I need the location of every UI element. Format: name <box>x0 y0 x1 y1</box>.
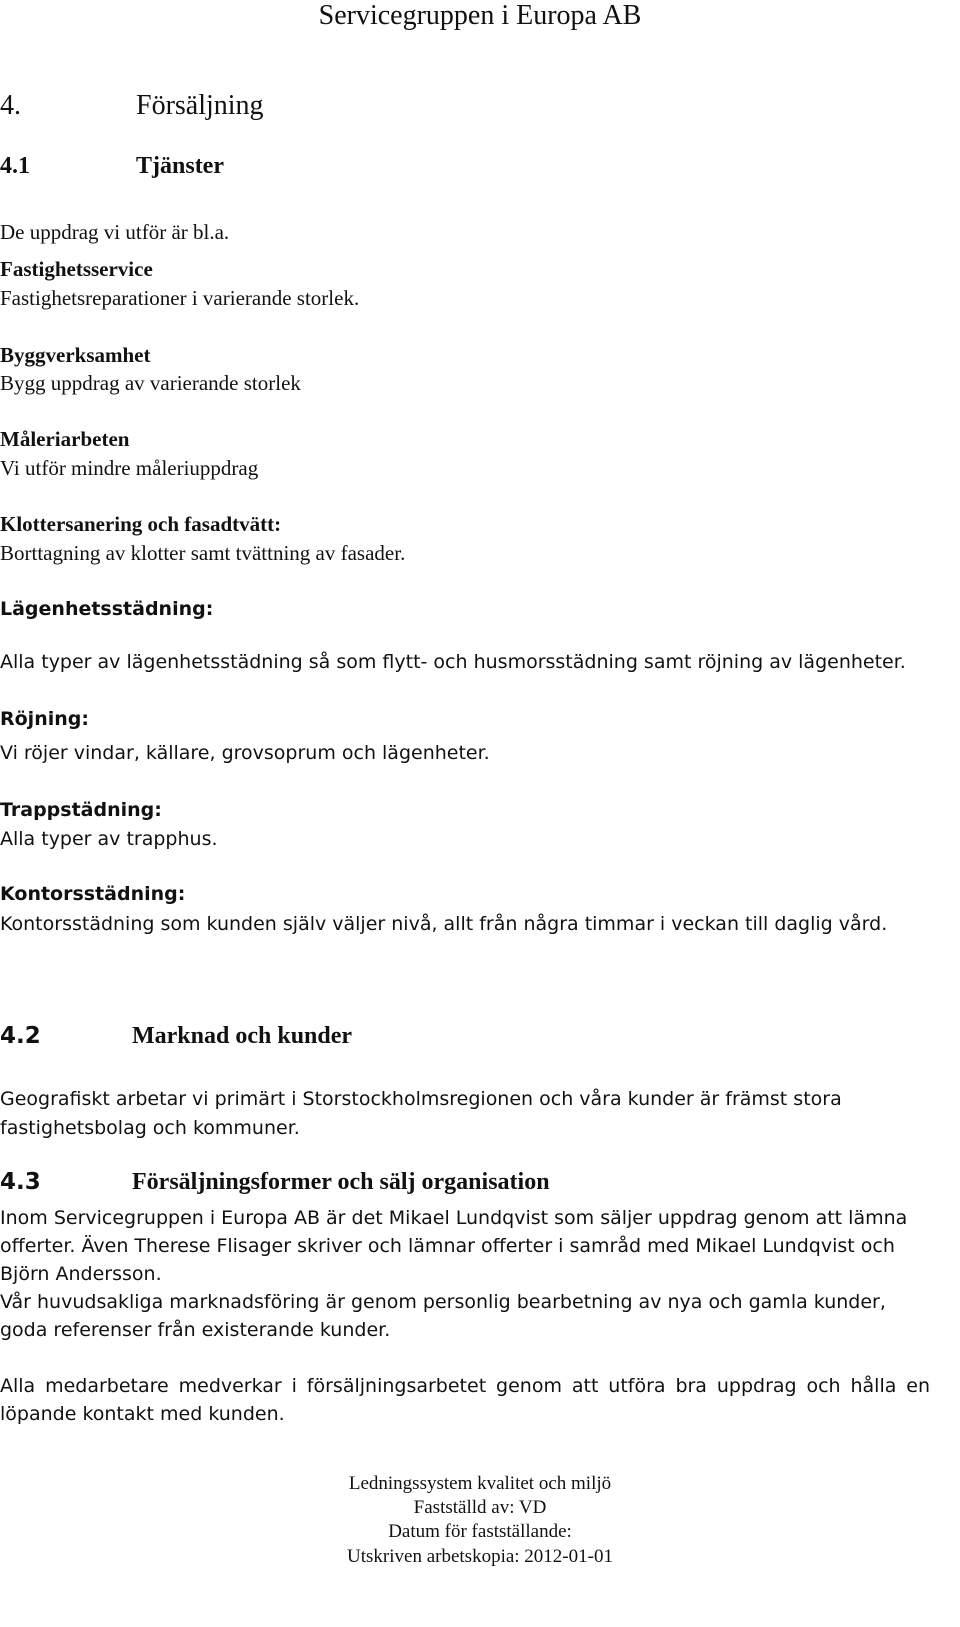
service-title: Röjning: <box>0 708 89 730</box>
section-4-1-title: Tjänster <box>136 153 224 179</box>
service-text: Kontorsstädning som kunden själv väljer nivå, allt från några timmar i veckan till daglig vård. <box>0 913 888 935</box>
service-title: Kontorsstädning: <box>0 883 186 905</box>
footer-line-1: Ledningssystem kvalitet och miljö <box>348 1473 612 1494</box>
service-text: Bygg uppdrag av varierande storlek <box>0 371 301 395</box>
service-text: Alla typer av trapphus. <box>0 828 218 850</box>
section-4-3-paragraph-2: Vår huvudsakliga marknadsföring är genom personlig bearbetning av nya och gamla kunder, goda referenser från existerande kunder. <box>0 1291 886 1341</box>
section-4-3-title: Försäljningsformer och sälj organisation <box>132 1169 550 1195</box>
section-4-number: 4. <box>0 90 21 121</box>
service-text: Fastighetsreparationer i varierande storlek. <box>0 286 360 310</box>
footer-line-3: Datum för fastställande: <box>388 1521 572 1542</box>
footer-line-4: Utskriven arbetskopia: 2012-01-01 <box>347 1546 613 1567</box>
document-header: Servicegruppen i Europa AB <box>318 0 642 31</box>
service-title: Måleriarbeten <box>0 427 130 451</box>
section-4-2-number: 4.2 <box>0 1023 41 1049</box>
service-text: Vi röjer vindar, källare, grovsoprum och lägenheter. <box>0 742 490 764</box>
section-4-3-paragraph-3: Alla medarbetare medverkar i försäljningsarbetet genom att utföra bra uppdrag och hålla en löpande kontakt med kunden. <box>0 1375 930 1425</box>
section-4-title: Försäljning <box>136 90 264 121</box>
footer-line-2: Fastställd av: VD <box>413 1497 547 1518</box>
section-4-3-number: 4.3 <box>0 1169 41 1195</box>
service-title: Fastighetsservice <box>0 257 153 281</box>
service-title: Klottersanering och fasadtvätt: <box>0 512 282 536</box>
service-text: Alla typer av lägenhetsstädning så som flytt- och husmorsstädning samt röjning av lägenheter. <box>0 651 906 673</box>
section-4-1-number: 4.1 <box>0 153 30 179</box>
service-title: Trappstädning: <box>0 799 162 821</box>
section-4-2-text: Geografiskt arbetar vi primärt i Storstockholmsregionen och våra kunder är främst stora fastighetsbolag och kommuner. <box>0 1088 842 1139</box>
service-title: Lägenhetsstädning: <box>0 598 214 620</box>
service-text: Borttagning av klotter samt tvättning av fasader. <box>0 541 406 565</box>
section-4-3-paragraph-1: Inom Servicegruppen i Europa AB är det Mikael Lundqvist som säljer uppdrag genom att lämna offerter. Även Therese Flisager skriver och lämnar offerter i samråd med Mikael Lundqvist och Björn Andersson. <box>0 1207 908 1285</box>
section-4-2-title: Marknad och kunder <box>132 1023 353 1049</box>
service-text: Vi utför mindre måleriuppdrag <box>0 456 259 480</box>
service-title: Byggverksamhet <box>0 343 151 367</box>
services-intro: De uppdrag vi utför är bl.a. <box>0 220 230 244</box>
